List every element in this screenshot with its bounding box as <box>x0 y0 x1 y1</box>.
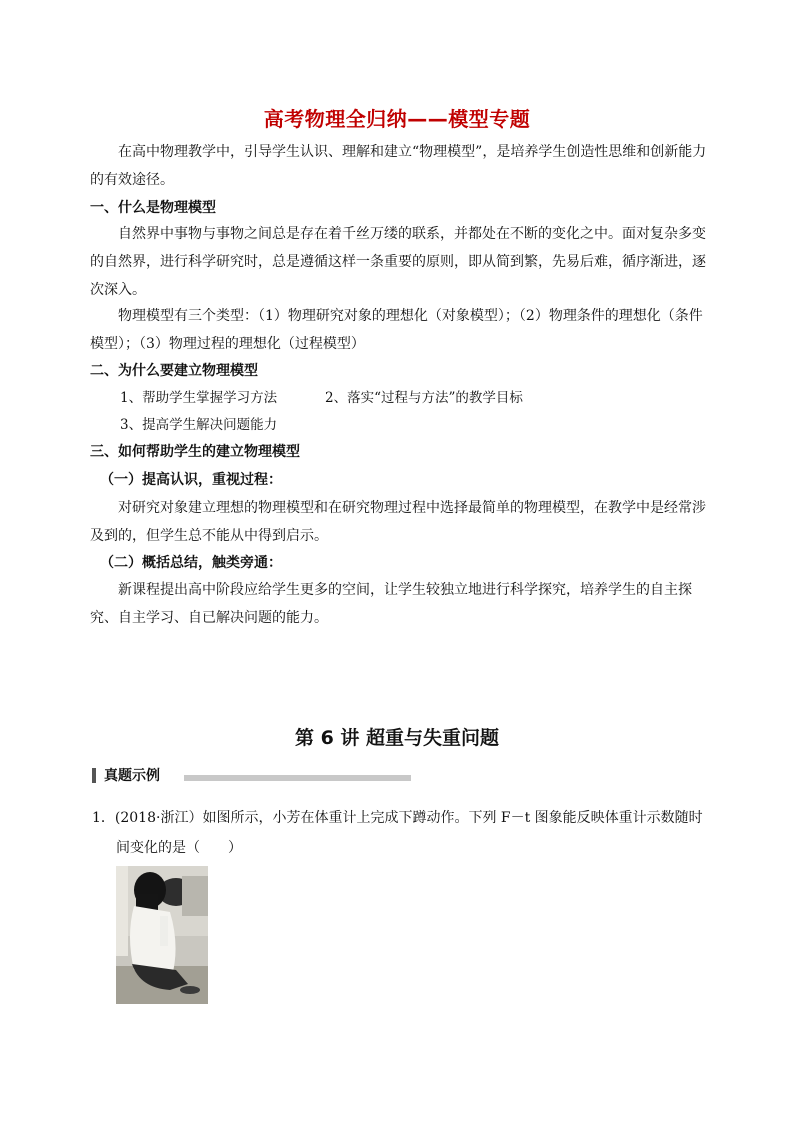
example-header <box>92 764 160 786</box>
lecture-title: 第 6 讲 超重与失重问题 <box>294 727 500 749</box>
section2-item2: 2、落实“过程与方法”的教学目标 <box>325 390 523 406</box>
section2-item1: 1、帮助学生掌握学习方法 <box>120 390 278 406</box>
section3-sub2-heading: （二）概括总结，触类旁通： <box>100 555 282 571</box>
squatting-girl-photo <box>116 866 208 1004</box>
section2-heading: 二、为什么要建立物理模型 <box>90 363 258 379</box>
section1-heading: 一、什么是物理模型 <box>90 200 216 216</box>
section2-item3: 3、提高学生解决问题能力 <box>120 417 278 433</box>
example-label: 真题示例 <box>104 768 160 784</box>
question-photo <box>116 866 208 1004</box>
question-1-line1: 1．(2018·浙江）如图所示，小芳在体重计上完成下蹲动作。下列 F－t 图象能反映体重计示数随时 <box>92 810 703 826</box>
intro-paragraph: 在高中物理教学中，引导学生认识、理解和建立“物理模型”，是培养学生创造性思维和创新能力的有效途径。 <box>90 144 707 188</box>
section1-paragraph1: 自然界中事物与事物之间总是存在着千丝万缕的联系，并都处在不断的变化之中。面对复杂多变的自然界，进行科学研究时，总是遵循这样一条重要的原则，即从简到繁，先易后难，循序渐进，逐次深入。 <box>90 226 706 298</box>
section3-sub2-text: 新课程提出高中阶段应给学生更多的空间，让学生较独立地进行科学探究，培养学生的自主探究、自主学习、自已解决问题的能力。 <box>90 582 692 626</box>
question-1 <box>92 803 712 863</box>
section3-sub1-text: 对研究对象建立理想的物理模型和在研究物理过程中选择最简单的物理模型，在教学中是经常涉及到的，但学生总不能从中得到启示。 <box>90 500 706 544</box>
example-marker-bar <box>92 768 96 783</box>
page-title: 高考物理全归纳——模型专题 <box>263 107 531 131</box>
section1-paragraph2: 物理模型有三个类型：（1）物理研究对象的理想化（对象模型）；（2）物理条件的理想化（条件模型）；（3）物理过程的理想化（过程模型） <box>90 308 703 352</box>
question-1-line2: 间变化的是（ ） <box>116 840 242 856</box>
section3-sub1-heading: （一）提高认识，重视过程： <box>100 472 282 488</box>
section3-heading: 三、如何帮助学生的建立物理模型 <box>90 444 300 460</box>
example-underline <box>184 775 411 781</box>
